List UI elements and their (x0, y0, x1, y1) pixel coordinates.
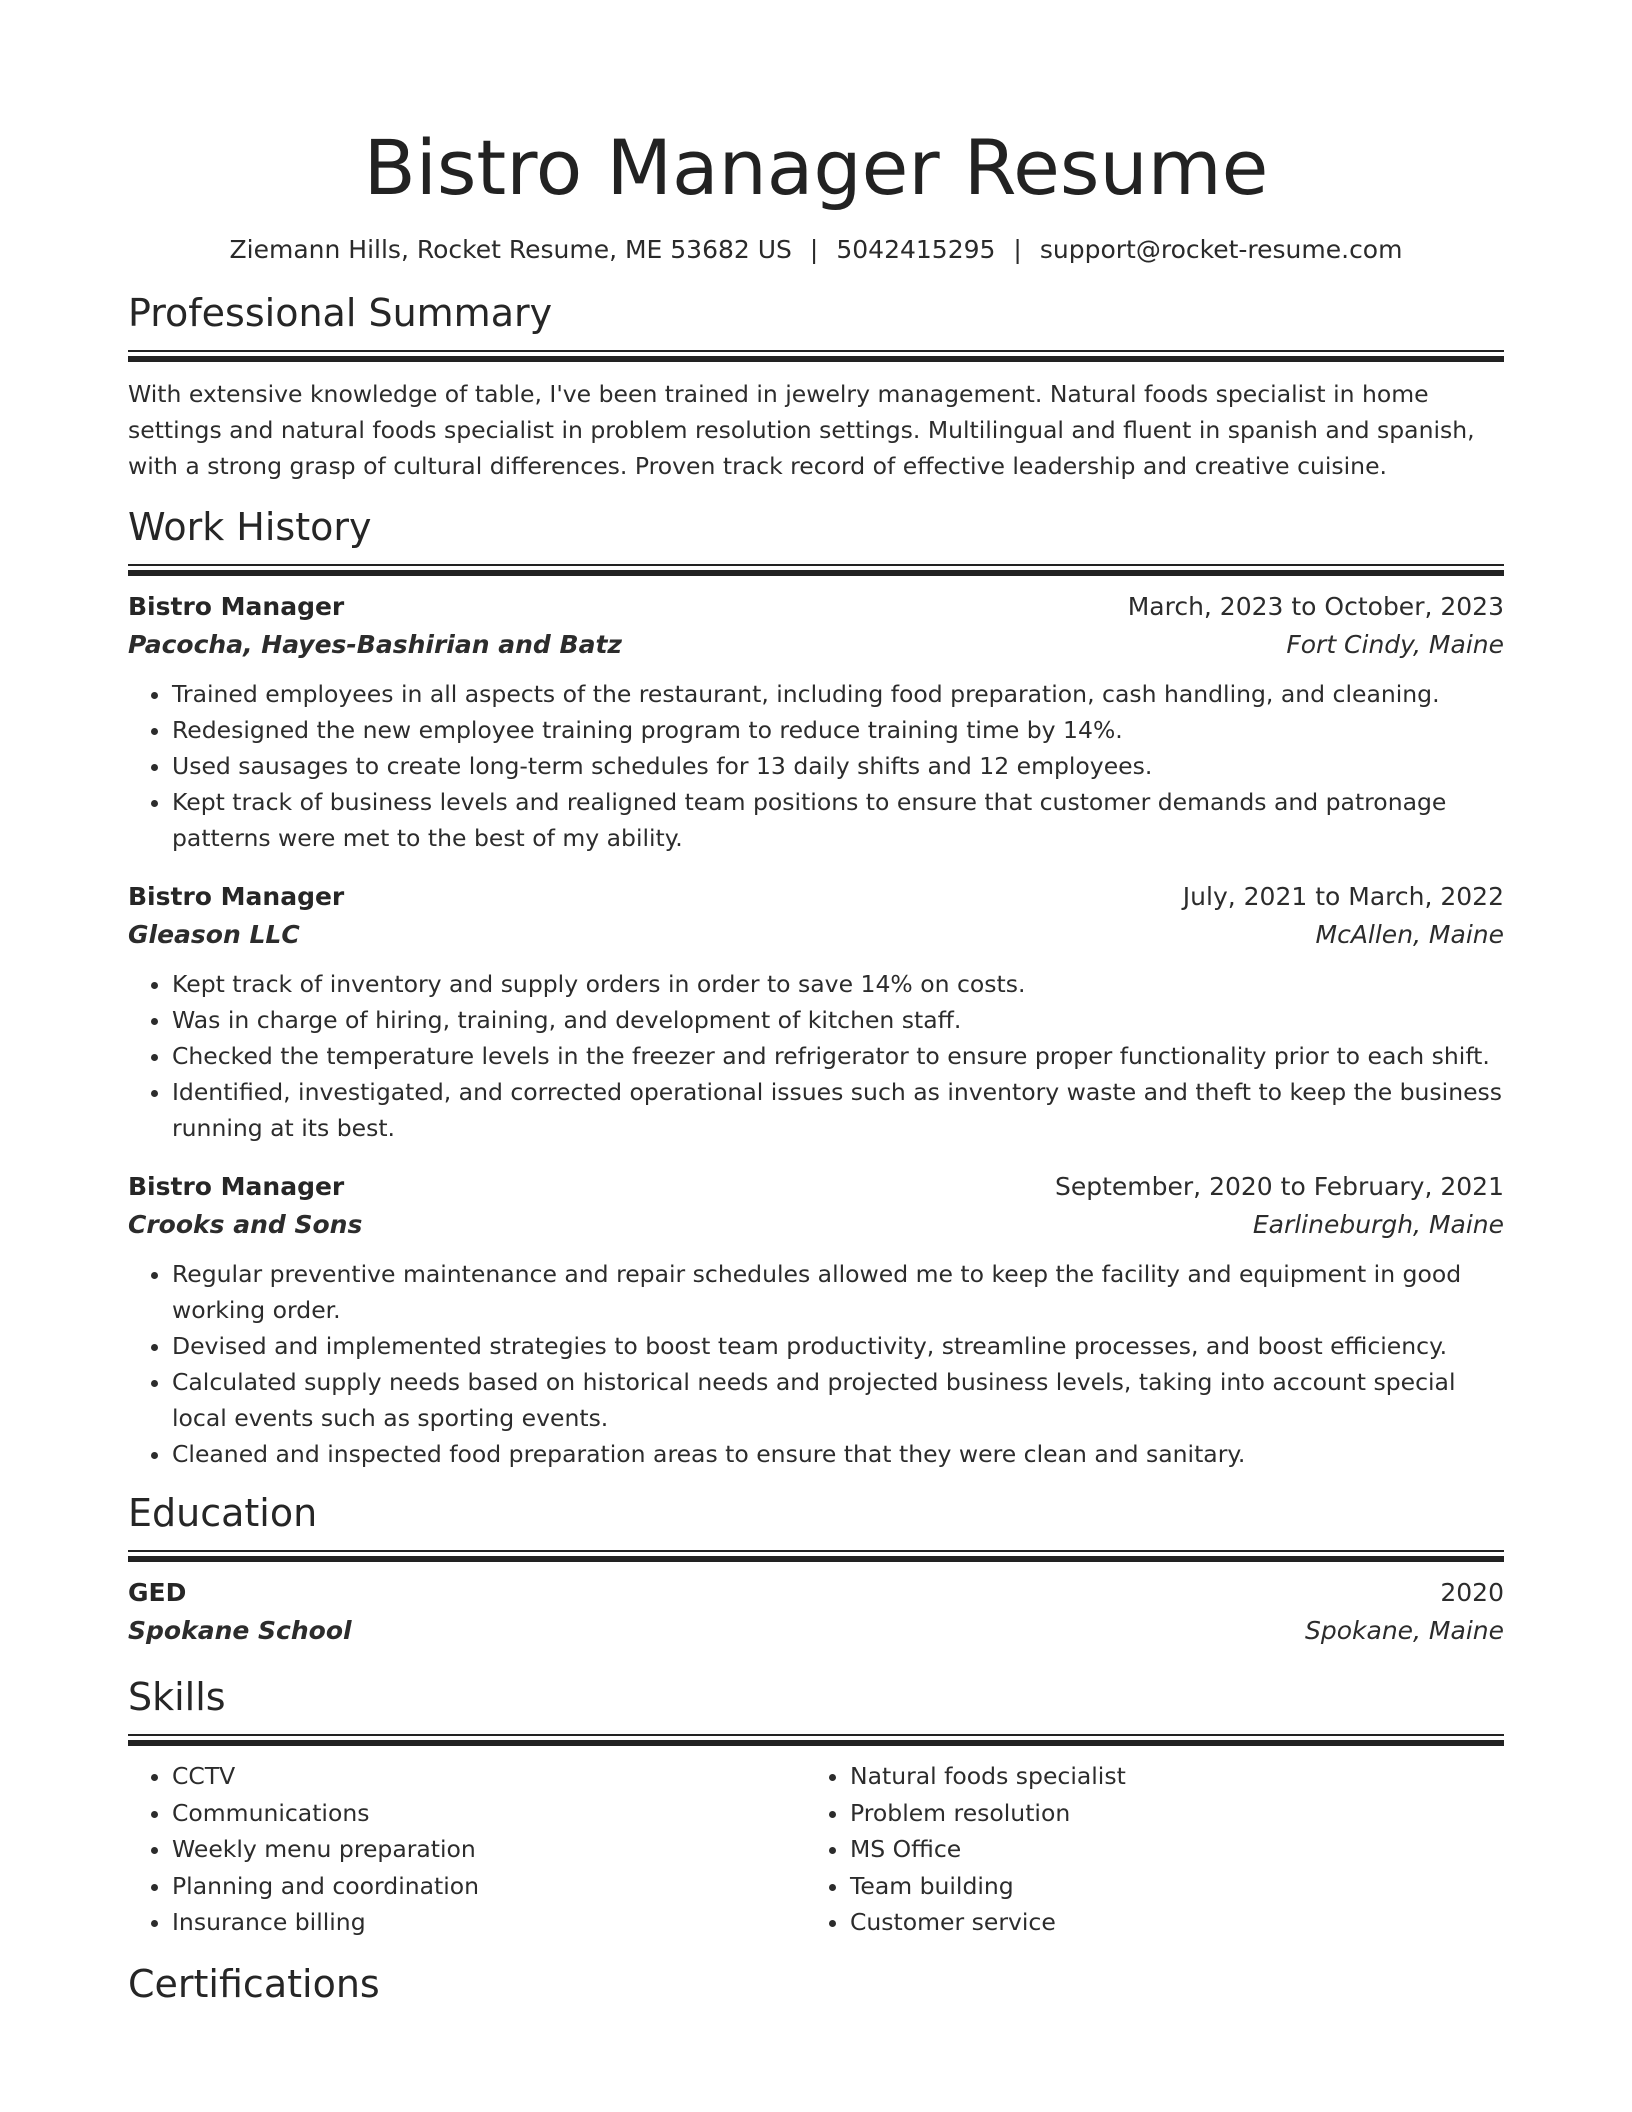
job-location: Earlineburgh, Maine (1252, 1210, 1504, 1239)
job-company: Crooks and Sons (128, 1210, 363, 1239)
contact-separator: | (1013, 235, 1022, 264)
job-title: Bistro Manager (128, 592, 345, 621)
job-dates: July, 2021 to March, 2022 (1182, 882, 1504, 911)
section-divider (128, 350, 1504, 362)
contact-separator: | (809, 235, 819, 264)
list-item: • Regular preventive maintenance and repair schedules allowed me to keep the facility and equipment in good working order. (172, 1256, 1504, 1328)
certifications-heading: Certifications (128, 1961, 380, 2006)
skills-heading: Skills (128, 1675, 226, 1719)
education-location: Spokane, Maine (1304, 1616, 1504, 1645)
section-divider (128, 1550, 1504, 1562)
resume-page (128, 0, 1504, 2009)
job-bullets (128, 676, 1504, 856)
list-item: • Weekly menu preparation (172, 1831, 806, 1868)
education-section (128, 1488, 1504, 1650)
job-entry (128, 588, 1504, 856)
job-entry (128, 878, 1504, 1146)
list-item: • Insurance billing (172, 1904, 806, 1941)
education-year: 2020 (1440, 1578, 1504, 1607)
list-item: • MS Office (850, 1831, 1484, 1868)
education-school: Spokane School (128, 1616, 352, 1645)
list-item: • Kept track of inventory and supply orders in order to save 14% on costs. (172, 966, 1504, 1002)
education-degree: GED (128, 1578, 187, 1607)
list-item: • Devised and implemented strategies to boost team productivity, streamline processes, and boost efficiency. (172, 1328, 1504, 1364)
list-item: • CCTV (172, 1758, 806, 1795)
list-item: • Checked the temperature levels in the freezer and refrigerator to ensure proper functionality prior to each shift. (172, 1038, 1504, 1074)
list-item: • Natural foods specialist (850, 1758, 1484, 1795)
education-heading: Education (128, 1491, 318, 1535)
job-location: Fort Cindy, Maine (1286, 630, 1504, 659)
job-bullets (128, 966, 1504, 1146)
contact-email: support@rocket-resume.com (1039, 235, 1403, 264)
skills-list-left (128, 1758, 806, 1941)
list-item: • Redesigned the new employee training program to reduce training time by 14%. (172, 712, 1504, 748)
skills-list-right (806, 1758, 1484, 1941)
contact-phone: 5042415295 (836, 235, 996, 264)
list-item: • Communications (172, 1795, 806, 1832)
job-location: McAllen, Maine (1315, 920, 1504, 949)
job-dates: March, 2023 to October, 2023 (1127, 592, 1504, 621)
summary-heading: Professional Summary (128, 291, 553, 335)
job-title: Bistro Manager (128, 882, 345, 911)
education-entry (128, 1574, 1504, 1650)
work-history-heading: Work History (128, 505, 372, 549)
job-bullets (128, 1256, 1504, 1472)
job-company: Gleason LLC (128, 920, 300, 949)
job-company: Pacocha, Hayes-Bashirian and Batz (128, 630, 622, 659)
summary-text: With extensive knowledge of table, I've been trained in jewelry management. Natural foods specialist in home settings and natural foods specialist in problem resolution settings. Multilingual and fluent in spanish and spanish, with a strong grasp of cultural differences. Proven track record of effective leadership and creative cuisine. (128, 380, 1475, 480)
list-item: • Identified, investigated, and corrected operational issues such as inventory waste and theft to keep the business running at its best. (172, 1074, 1504, 1146)
work-history-section (128, 502, 1504, 1472)
job-title: Bistro Manager (128, 1172, 345, 1201)
list-item: • Used sausages to create long-term schedules for 13 daily shifts and 12 employees. (172, 748, 1504, 784)
list-item: • Problem resolution (850, 1795, 1484, 1832)
summary-section (128, 288, 1504, 484)
list-item: • Team building (850, 1868, 1484, 1905)
list-item: • Kept track of business levels and realigned team positions to ensure that customer demands and patronage patterns were met to the best of my ability. (172, 784, 1504, 856)
section-divider (128, 1734, 1504, 1746)
job-dates: September, 2020 to February, 2021 (1055, 1172, 1504, 1201)
list-item: • Was in charge of hiring, training, and development of kitchen staff. (172, 1002, 1504, 1038)
skills-section (128, 1672, 1504, 1941)
certifications-section (128, 1959, 1504, 2009)
list-item: • Cleaned and inspected food preparation areas to ensure that they were clean and sanitary. (172, 1436, 1504, 1472)
job-entry (128, 1168, 1504, 1472)
page-title: Bistro Manager Resume (363, 123, 1269, 212)
list-item: • Trained employees in all aspects of the restaurant, including food preparation, cash handling, and cleaning. (172, 676, 1504, 712)
list-item: • Planning and coordination (172, 1868, 806, 1905)
skills-grid (128, 1758, 1504, 1941)
section-divider (128, 564, 1504, 576)
list-item: • Customer service (850, 1904, 1484, 1941)
list-item: • Calculated supply needs based on historical needs and projected business levels, taking into account special local events such as sporting events. (172, 1364, 1504, 1436)
contact-address: Ziemann Hills, Rocket Resume, ME 53682 US (229, 235, 792, 264)
contact-line (128, 234, 1504, 266)
